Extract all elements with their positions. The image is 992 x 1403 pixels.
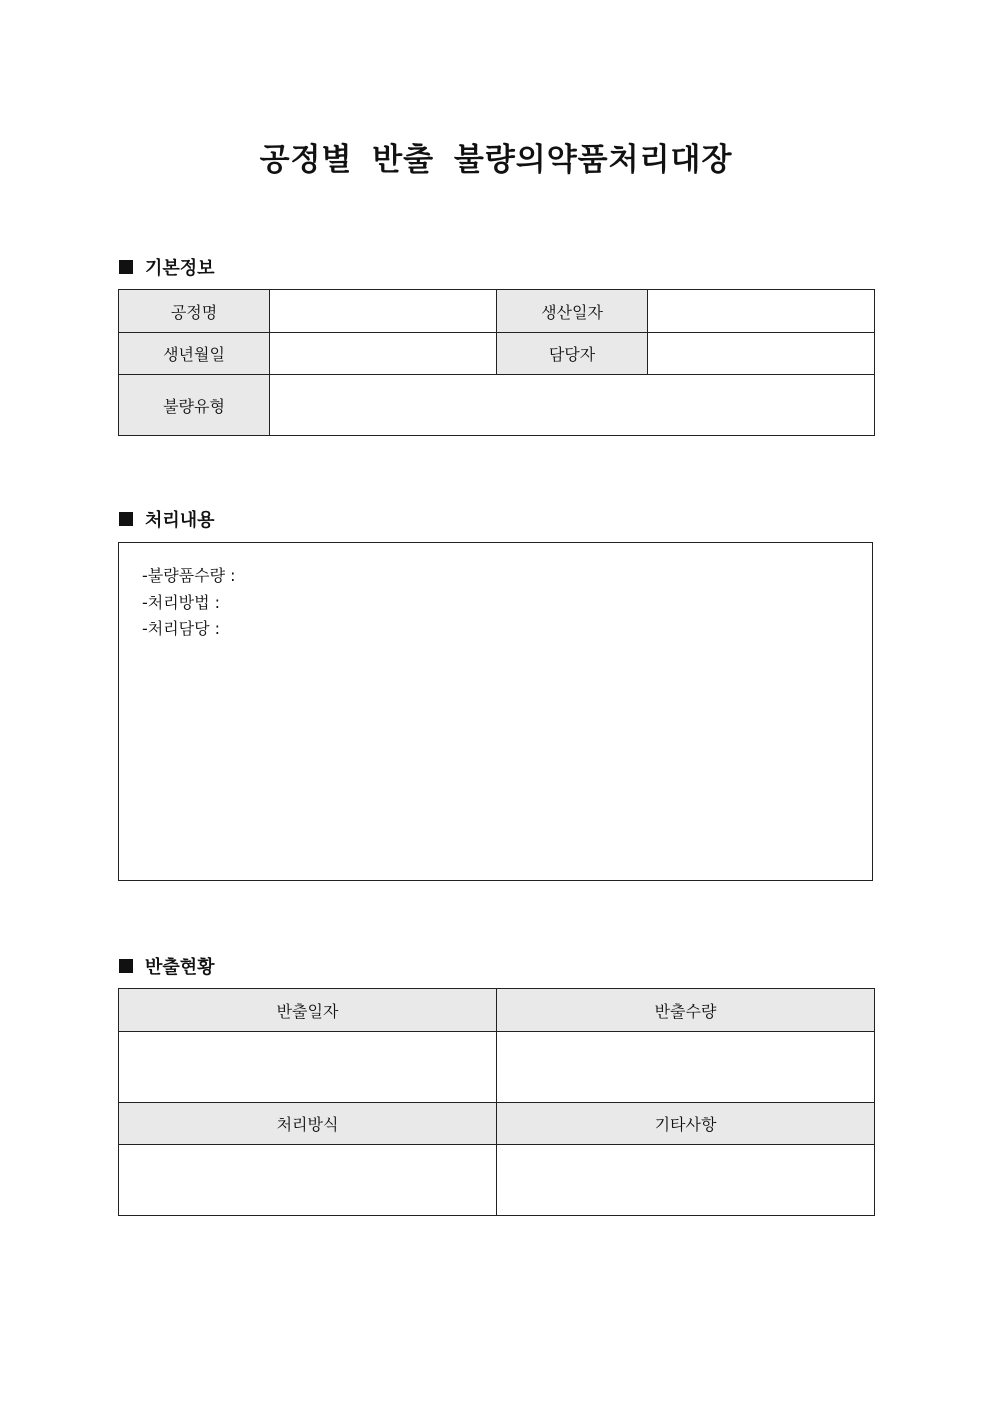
defect-type-field[interactable] <box>270 375 875 436</box>
table-row <box>119 1103 875 1145</box>
header-remarks: 기타사항 <box>497 1103 875 1145</box>
square-bullet-icon <box>119 512 133 526</box>
process-name-field[interactable] <box>270 290 497 333</box>
square-bullet-icon <box>119 959 133 973</box>
label-defect-type: 불량유형 <box>119 375 270 436</box>
processing-type-field[interactable] <box>119 1145 497 1216</box>
table-row <box>119 333 875 375</box>
document-title: 공정별 반출 불량의약품처리대장 <box>259 142 733 178</box>
processing-method-line: -처리방법 : <box>142 592 221 612</box>
label-manager: 담당자 <box>497 333 648 375</box>
section-title: 처리내용 <box>145 510 215 531</box>
table-row <box>119 1032 875 1103</box>
processing-content-box[interactable] <box>118 542 873 881</box>
header-release-quantity: 반출수량 <box>497 989 875 1032</box>
section-title: 반출현황 <box>145 957 215 978</box>
processing-owner-line: -처리담당 : <box>142 619 221 638</box>
table-row <box>119 375 875 436</box>
section-heading-basic-info <box>119 254 215 280</box>
square-bullet-icon <box>119 260 133 274</box>
basic-info-table <box>118 289 875 436</box>
table-row <box>119 290 875 333</box>
section-title: 기본정보 <box>145 258 215 279</box>
release-quantity-field[interactable] <box>497 1032 875 1103</box>
release-status-table <box>118 988 875 1216</box>
defect-quantity-line: -불량품수량 : <box>142 566 236 585</box>
table-row <box>119 1145 875 1216</box>
production-date-field[interactable] <box>648 290 875 333</box>
release-date-field[interactable] <box>119 1032 497 1103</box>
remarks-field[interactable] <box>497 1145 875 1216</box>
birth-date-field[interactable] <box>270 333 497 375</box>
label-production-date: 생산일자 <box>497 290 648 333</box>
section-heading-release-status <box>119 953 215 979</box>
label-process-name: 공정명 <box>119 290 270 333</box>
manager-field[interactable] <box>648 333 875 375</box>
label-birth-date: 생년월일 <box>119 333 270 375</box>
table-row <box>119 989 875 1032</box>
section-heading-processing <box>119 506 215 532</box>
header-processing-type: 처리방식 <box>119 1103 497 1145</box>
header-release-date: 반출일자 <box>119 989 497 1032</box>
